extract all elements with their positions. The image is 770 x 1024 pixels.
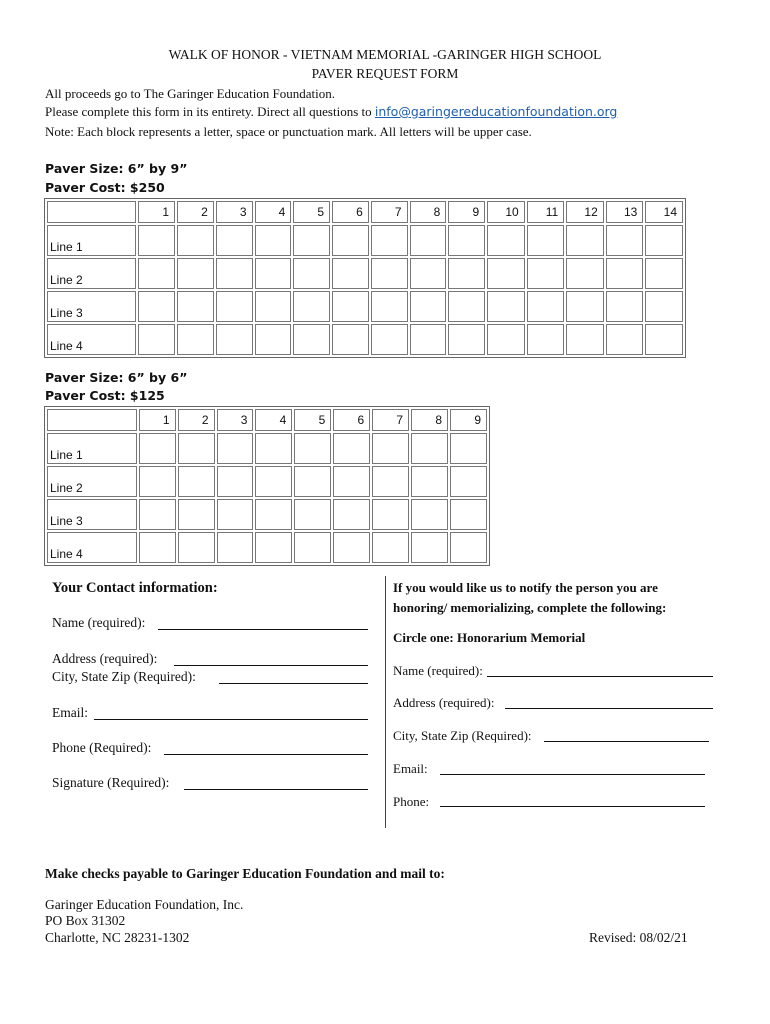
letter-box[interactable] (177, 291, 214, 322)
letter-box[interactable] (448, 225, 485, 256)
letter-box[interactable] (139, 532, 176, 563)
contact-email-field[interactable] (94, 719, 368, 720)
line-label: Line 3 (47, 291, 136, 322)
instructions-text: Please complete this form in its entirety. Direct all questions to (45, 104, 372, 119)
column-number: 6 (333, 409, 370, 431)
letter-box[interactable] (332, 291, 369, 322)
letter-box[interactable] (255, 466, 292, 497)
paver-small-cost: Paver Cost: $125 (45, 388, 165, 403)
honoree-name-field[interactable] (487, 676, 713, 677)
grid-corner-cell (47, 409, 137, 431)
honoree-address-field[interactable] (505, 708, 713, 709)
block-note: Note: Each block represents a letter, space or punctuation mark. All letters will be upper case. (45, 124, 532, 139)
letter-box[interactable] (139, 433, 176, 464)
column-number: 12 (566, 201, 604, 223)
column-number: 7 (371, 201, 408, 223)
letter-box[interactable] (566, 291, 604, 322)
honoree-email-field[interactable] (440, 774, 705, 775)
letter-box[interactable] (448, 291, 485, 322)
letter-box[interactable] (255, 324, 292, 355)
honoree-city-label: City, State Zip (Required): (393, 728, 532, 743)
contact-name-label: Name (required): (52, 615, 146, 630)
letter-box[interactable] (217, 499, 254, 530)
letter-box[interactable] (216, 291, 253, 322)
paver-large-size: Paver Size: 6” by 9” (45, 161, 188, 176)
contact-signature-label: Signature (Required): (52, 775, 170, 790)
honoree-intro-line-1: If you would like us to notify the person you are (393, 580, 658, 595)
column-number: 11 (527, 201, 564, 223)
letter-box[interactable] (527, 258, 564, 289)
column-number: 4 (255, 201, 292, 223)
paver-line-row (47, 433, 487, 464)
honoree-name-label: Name (required): (393, 663, 483, 678)
revised-date: Revised: 08/02/21 (589, 930, 688, 945)
letter-box[interactable] (139, 466, 176, 497)
paver-small-size: Paver Size: 6” by 6” (45, 370, 188, 385)
column-number: 14 (645, 201, 683, 223)
letter-box[interactable] (450, 532, 487, 563)
letter-box[interactable] (217, 532, 254, 563)
letter-box[interactable] (138, 258, 175, 289)
letter-box[interactable] (527, 291, 564, 322)
paver-large-cost: Paver Cost: $250 (45, 180, 165, 195)
letter-box[interactable] (217, 433, 254, 464)
letter-box[interactable] (410, 324, 447, 355)
honoree-phone-field[interactable] (440, 806, 705, 807)
column-number: 8 (410, 201, 447, 223)
honoree-city-field[interactable] (544, 741, 709, 742)
letter-box[interactable] (606, 291, 644, 322)
paver-line-row (47, 499, 487, 530)
column-number: 8 (411, 409, 448, 431)
contact-city-label: City, State Zip (Required): (52, 669, 196, 684)
honoree-circle-one[interactable]: Circle one: Honorarium Memorial (393, 630, 586, 645)
contact-address-field[interactable] (174, 665, 368, 666)
letter-box[interactable] (138, 324, 175, 355)
letter-box[interactable] (294, 433, 331, 464)
column-number: 6 (332, 201, 369, 223)
letter-box[interactable] (410, 225, 447, 256)
honoree-address-label: Address (required): (393, 695, 495, 710)
letter-box[interactable] (645, 324, 683, 355)
paver-line-row (47, 291, 683, 322)
letter-box[interactable] (372, 433, 409, 464)
contact-city-field[interactable] (219, 683, 368, 684)
column-number: 10 (487, 201, 525, 223)
honoree-intro-line-2: honoring/ memorializing, complete the following: (393, 600, 667, 615)
column-number: 5 (294, 409, 331, 431)
letter-box[interactable] (411, 466, 448, 497)
letter-box[interactable] (487, 324, 525, 355)
line-label: Line 1 (47, 225, 136, 256)
column-number: 9 (448, 201, 485, 223)
honoree-phone-label: Phone: (393, 794, 430, 809)
letter-box[interactable] (566, 225, 604, 256)
letter-box[interactable] (487, 291, 525, 322)
letter-box[interactable] (255, 291, 292, 322)
letter-box[interactable] (411, 433, 448, 464)
mail-org: Garinger Education Foundation, Inc. (45, 897, 244, 912)
mail-city: Charlotte, NC 28231-1302 (45, 930, 190, 945)
letter-box[interactable] (139, 499, 176, 530)
column-number: 3 (216, 201, 253, 223)
column-number: 7 (372, 409, 409, 431)
letter-box[interactable] (293, 324, 330, 355)
column-number: 2 (177, 201, 214, 223)
letter-box[interactable] (527, 225, 564, 256)
letter-box[interactable] (294, 499, 331, 530)
contact-phone-label: Phone (Required): (52, 740, 152, 755)
letter-box[interactable] (566, 258, 604, 289)
letter-box[interactable] (294, 532, 331, 563)
letter-box[interactable] (333, 532, 370, 563)
letter-box[interactable] (371, 291, 408, 322)
letter-box[interactable] (333, 466, 370, 497)
paver-small-grid (44, 406, 490, 566)
letter-box[interactable] (448, 258, 485, 289)
letter-box[interactable] (450, 466, 487, 497)
letter-box[interactable] (411, 532, 448, 563)
contact-name-field[interactable] (158, 629, 368, 630)
letter-box[interactable] (178, 433, 215, 464)
letter-box[interactable] (606, 324, 644, 355)
column-number: 5 (293, 201, 330, 223)
honoree-email-label: Email: (393, 761, 428, 776)
form-title-line-1: WALK OF HONOR - VIETNAM MEMORIAL -GARINGER HIGH SCHOOL (168, 47, 602, 62)
paver-line-row (47, 324, 683, 355)
contact-email-link[interactable]: info@garingereducationfoundation.org (374, 104, 618, 119)
contact-signature-field[interactable] (184, 789, 368, 790)
letter-box[interactable] (255, 499, 292, 530)
letter-box[interactable] (371, 324, 408, 355)
letter-box[interactable] (178, 466, 215, 497)
letter-box[interactable] (216, 324, 253, 355)
letter-box[interactable] (178, 499, 215, 530)
letter-box[interactable] (372, 499, 409, 530)
line-label: Line 2 (47, 258, 136, 289)
line-label: Line 1 (47, 433, 137, 464)
letter-box[interactable] (217, 466, 254, 497)
mail-pobox: PO Box 31302 (45, 913, 126, 928)
column-number: 1 (139, 409, 176, 431)
contact-address-label: Address (required): (52, 651, 158, 666)
letter-box[interactable] (527, 324, 564, 355)
letter-box[interactable] (645, 225, 683, 256)
letter-box[interactable] (293, 291, 330, 322)
paver-large-grid (44, 198, 686, 358)
letter-box[interactable] (371, 258, 408, 289)
column-number: 2 (178, 409, 215, 431)
letter-box[interactable] (332, 258, 369, 289)
line-label: Line 2 (47, 466, 137, 497)
letter-box[interactable] (606, 225, 644, 256)
instructions (45, 104, 617, 120)
letter-box[interactable] (410, 291, 447, 322)
column-divider (385, 576, 386, 828)
letter-box[interactable] (255, 258, 292, 289)
letter-box[interactable] (293, 225, 330, 256)
letter-box[interactable] (177, 225, 214, 256)
line-label: Line 3 (47, 499, 137, 530)
line-label: Line 4 (47, 324, 136, 355)
line-label: Line 4 (47, 532, 137, 563)
contact-title: Your Contact information: (52, 580, 218, 596)
letter-box[interactable] (332, 225, 369, 256)
letter-box[interactable] (255, 532, 292, 563)
letter-box[interactable] (138, 225, 175, 256)
proceeds-note: All proceeds go to The Garinger Education Foundation. (45, 86, 336, 101)
letter-box[interactable] (216, 258, 253, 289)
paver-line-row (47, 532, 487, 563)
letter-box[interactable] (645, 258, 683, 289)
letter-box[interactable] (294, 466, 331, 497)
letter-box[interactable] (645, 291, 683, 322)
contact-phone-field[interactable] (164, 754, 368, 755)
letter-box[interactable] (606, 258, 644, 289)
form-title-line-2: PAVER REQUEST FORM (311, 66, 459, 81)
contact-email-label: Email: (52, 705, 88, 720)
letter-box[interactable] (566, 324, 604, 355)
paver-line-row (47, 466, 487, 497)
letter-box[interactable] (411, 499, 448, 530)
letter-box[interactable] (333, 433, 370, 464)
paver-line-row (47, 225, 683, 256)
letter-box[interactable] (450, 433, 487, 464)
letter-box[interactable] (333, 499, 370, 530)
letter-box[interactable] (177, 324, 214, 355)
column-number: 3 (217, 409, 254, 431)
letter-box[interactable] (332, 324, 369, 355)
letter-box[interactable] (177, 258, 214, 289)
letter-box[interactable] (448, 324, 485, 355)
checks-payable: Make checks payable to Garinger Education Foundation and mail to: (45, 866, 445, 881)
letter-box[interactable] (372, 532, 409, 563)
letter-box[interactable] (293, 258, 330, 289)
letter-box[interactable] (410, 258, 447, 289)
letter-box[interactable] (255, 433, 292, 464)
letter-box[interactable] (138, 291, 175, 322)
paver-line-row (47, 258, 683, 289)
letter-box[interactable] (450, 499, 487, 530)
column-number: 13 (606, 201, 644, 223)
column-number: 9 (450, 409, 487, 431)
letter-box[interactable] (487, 258, 525, 289)
column-number: 4 (255, 409, 292, 431)
letter-box[interactable] (255, 225, 292, 256)
column-number: 1 (138, 201, 175, 223)
letter-box[interactable] (371, 225, 408, 256)
letter-box[interactable] (487, 225, 525, 256)
letter-box[interactable] (178, 532, 215, 563)
grid-corner-cell (47, 201, 136, 223)
letter-box[interactable] (216, 225, 253, 256)
letter-box[interactable] (372, 466, 409, 497)
